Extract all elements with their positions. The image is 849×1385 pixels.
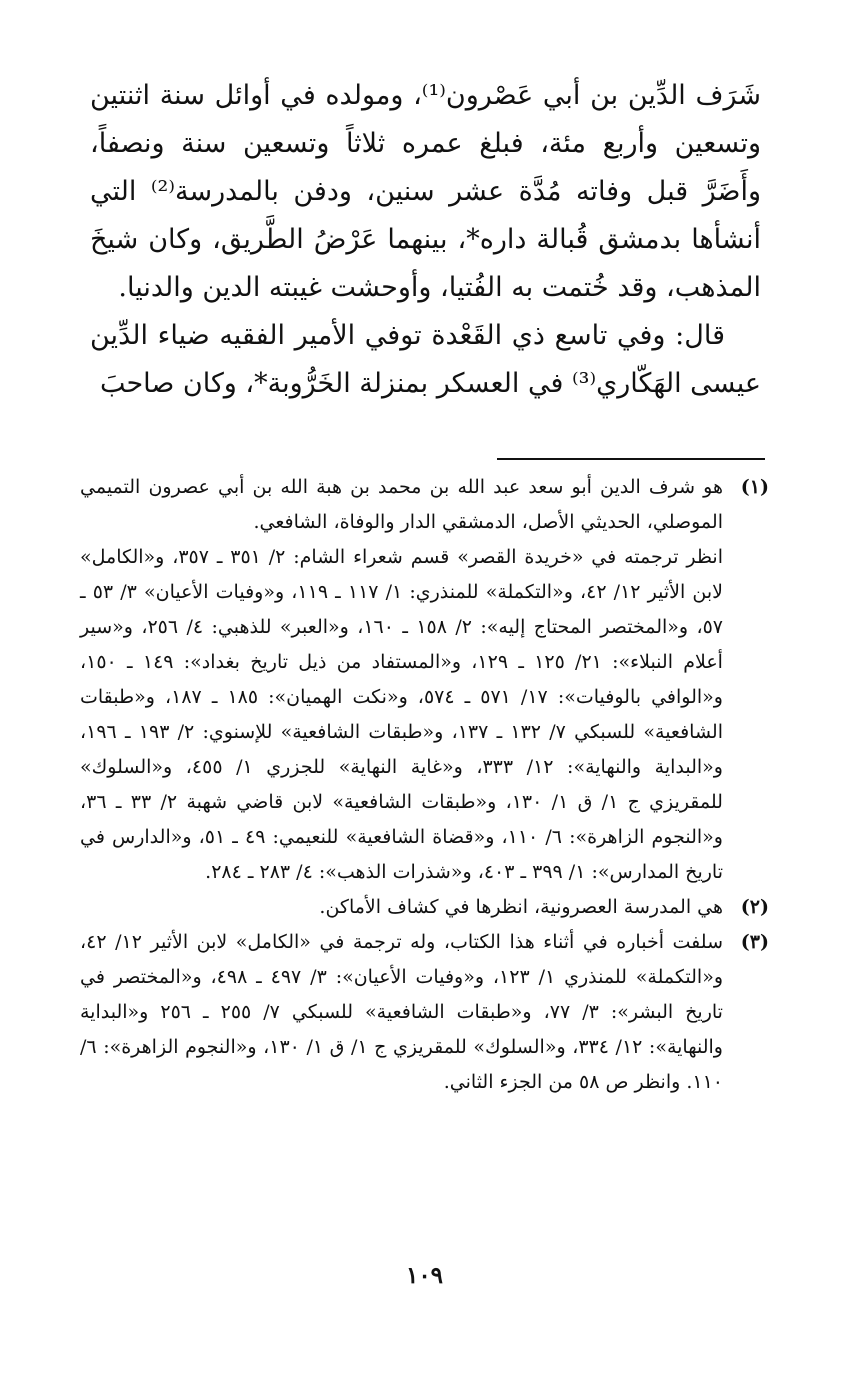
footnotes — [80, 470, 769, 1100]
footnote-separator — [497, 458, 765, 460]
footnote-body — [80, 470, 723, 890]
footnote-body — [80, 890, 723, 925]
footnote-2 — [80, 890, 769, 925]
footnote-body — [80, 925, 723, 1100]
footnote-number: (١) — [740, 476, 769, 498]
page-number: ١٠٩ — [405, 1262, 444, 1289]
footnote-number: (٣) — [740, 931, 769, 953]
footnote-text: سلفت أخباره في أثناء هذا الكتاب، وله ترجمة في «الكامل» لابن الأثير ١٢/ ٤٢، و«التكملة» للمنذري ١/ ١٢٣، و«وفيات الأعيان»: ٣/ ٤٩٧ ـ ٤٩٨، و«المختصر في تاريخ البشر»: ٣/ ٧٧، و«طبقات الشافعية» للسبكي ٧/ ٢٥٥ ـ ٢٥٦ و«البداية والنهاية»: ١٢/ ٣٣٤، و«السلوك» للمقريزي ج ١/ ق ١/ ١٣٠، و«النجوم الزاهرة»: ٦/ ١١٠. وانظر ص ٥٨ من الجزء الثاني. — [80, 931, 723, 1093]
footnote-text: هو شرف الدين أبو سعد عبد الله بن محمد بن هبة الله بن أبي عصرون التميمي الموصلي، الحديثي الأصل، الدمشقي الدار والوفاة، الشافعي. — [80, 476, 723, 533]
main-paragraph-2: قال: وفي تاسع ذي القَعْدة توفي الأمير الفقيه ضياء الدِّين عيسى الهَكّاري⁽³⁾ في العسكر بمنزلة الخَرُّوبة*، وكان صاحبَ — [90, 320, 761, 399]
main-paragraph-1: شَرَف الدِّين بن أبي عَصْرون⁽¹⁾، ومولده في أوائل سنة اثنتين وتسعين وأربع مئة، فبلغ عمره ثلاثاً وتسعين سنة ونصفاً، وأَضَرَّ قبل وفاته مُدَّة عشر سنين، ودفن بالمدرسة⁽²⁾ التي أنشأها بدمشق قُبالة داره*، بينهما عَرْضُ الطَّريق، وكان شيخَ المذهب، وقد خُتمت به الفُتيا، وأوحشت غيبته الدين والدنيا. — [90, 80, 761, 303]
footnote-text: انظر ترجمته في «خريدة القصر» قسم شعراء الشام: ٢/ ٣٥١ ـ ٣٥٧، و«الكامل» لابن الأثير ١٢/ ٤٢، و«التكملة» للمنذري: ١/ ١١٧ ـ ١١٩، و«وفيات الأعيان» ٣/ ٥٣ ـ ٥٧، و«المختصر المحتاج إليه»: ٢/ ١٥٨ ـ ١٦٠، و«العبر» للذهبي: ٤/ ٢٥٦، و«سير أعلام النبلاء»: ٢١/ ١٢٥ ـ ١٢٩، و«المستفاد من ذيل تاريخ بغداد»: ١٤٩ ـ ١٥٠، و«الوافي بالوفيات»: ١٧/ ٥٧١ ـ ٥٧٤، و«نكت الهميان»: ١٨٥ ـ ١٨٧، و«طبقات الشافعية» للسبكي ٧/ ١٣٢ ـ ١٣٧، و«طبقات الشافعية» للإسنوي: ٢/ ١٩٣ ـ ١٩٦، و«البداية والنهاية»: ١٢/ ٣٣٣، و«غاية النهاية» للجزري ١/ ٤٥٥، و«السلوك» للمقريزي ج ١/ ق ١/ ١٣٠، و«طبقات الشافعية» لابن قاضي شهبة ٢/ ٣٣ ـ ٣٦، و«النجوم الزاهرة»: ٦/ ١١٠، و«قضاة الشافعية» للنعيمي: ٤٩ ـ ٥١، و«الدارس في تاريخ المدارس»: ١/ ٣٩٩ ـ ٤٠٣، و«شذرات الذهب»: ٤/ ٢٨٣ ـ ٢٨٤. — [80, 546, 724, 883]
main-text — [90, 72, 761, 408]
footnote-3 — [80, 925, 769, 1100]
footnote-text: هي المدرسة العصرونية، انظرها في كشاف الأماكن. — [319, 896, 723, 918]
footnote-1 — [80, 470, 769, 890]
footnote-number: (٢) — [740, 896, 769, 918]
